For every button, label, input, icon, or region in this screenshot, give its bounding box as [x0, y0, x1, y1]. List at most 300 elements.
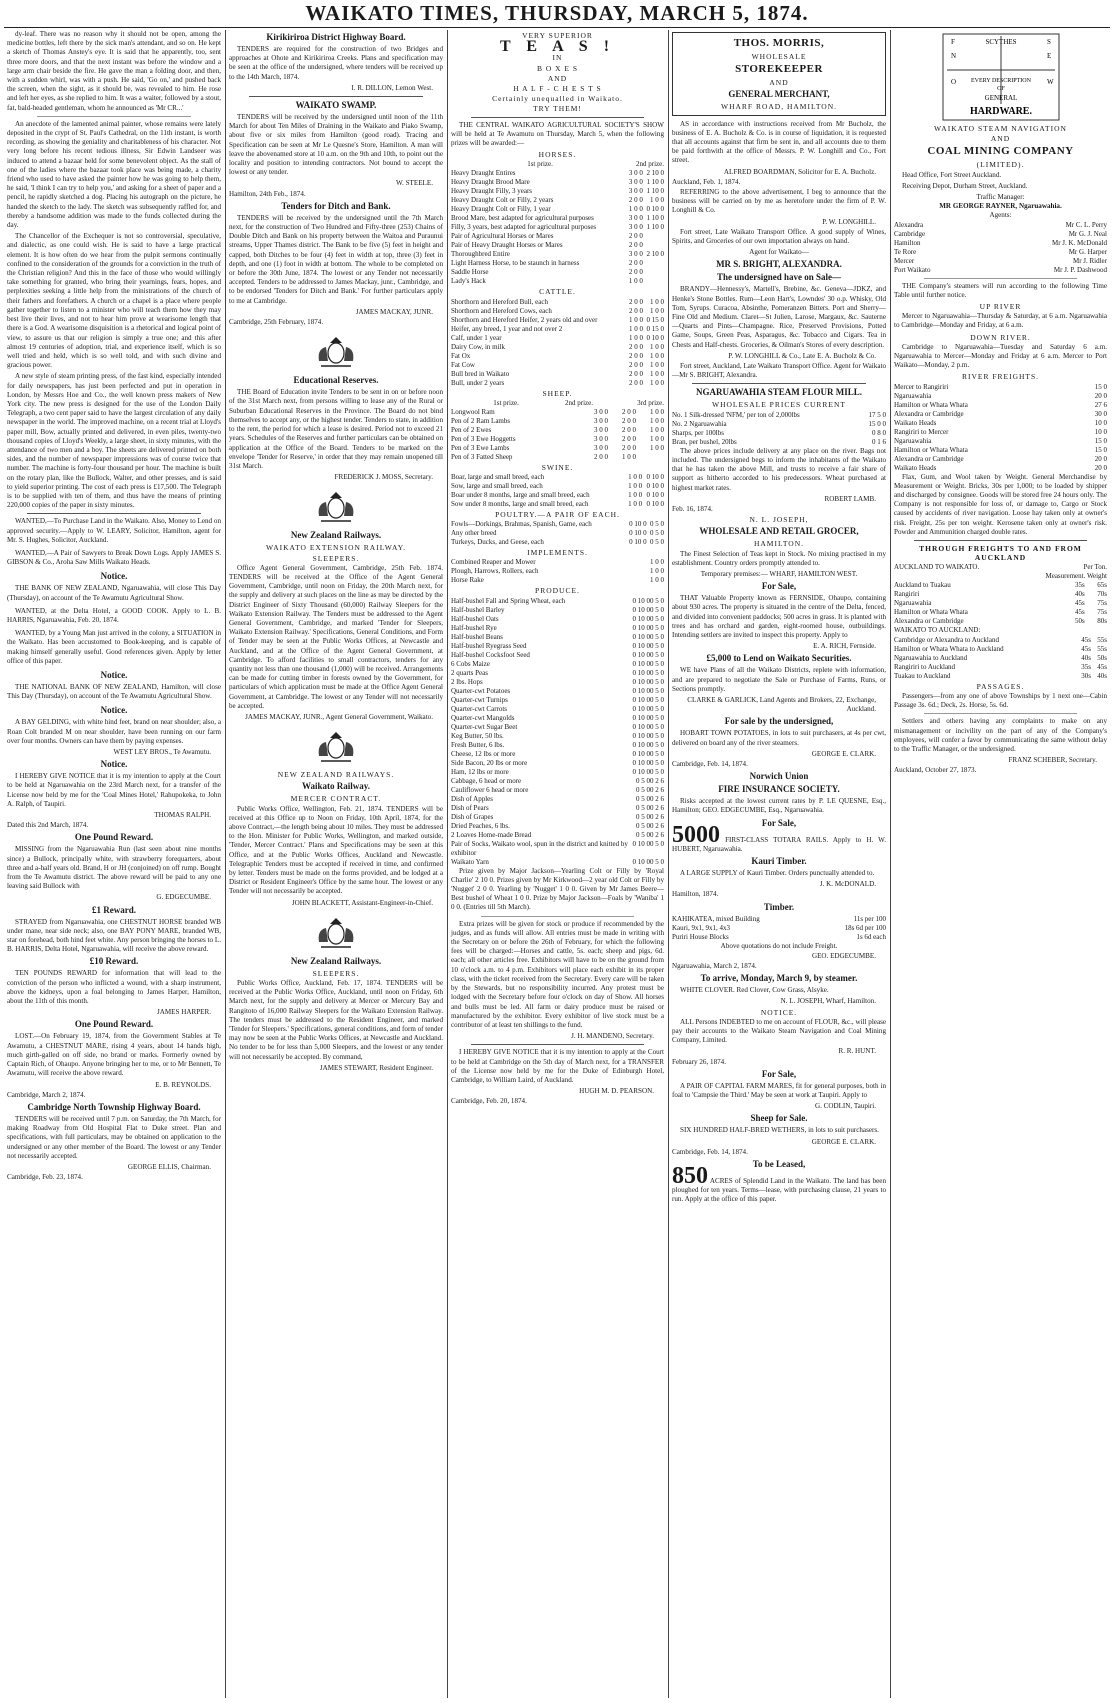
ad-text: MR GEORGE RAYNER, Ngaruawahia. — [939, 202, 1062, 211]
ad-text: Fort street, Auckland, Late Waikato Transport Office. Agent for Waikato—Mr S. BRIGHT, Alexandra. — [672, 362, 886, 380]
row-value: 0 2 6 — [650, 785, 664, 794]
ad-text: THE CENTRAL WAIKATO AGRICULTURAL SOCIETY'S SHOW will be held at Te Awamutu on Thursday, March 5, when the following prizes will be awarded:— — [451, 120, 664, 148]
prize-section-heading: CATTLE. — [539, 287, 576, 297]
row-value: 0 5 0 — [650, 614, 664, 623]
ad-signature: G. CODLIN, Taupiri. — [814, 1102, 876, 1111]
through-table — [894, 581, 1107, 626]
ad-text: Receiving Depot, Durham Street, Auckland. — [902, 181, 1028, 190]
row-value: 0 10 0 — [632, 722, 650, 731]
row-value: 2 0 0 — [629, 360, 644, 369]
row-value: 0 10 0 — [632, 641, 650, 650]
ad-date: Hamilton, 24th Feb., 1874. — [229, 189, 306, 198]
ad-subheading: WHARF ROAD, HAMILTON. — [720, 102, 837, 112]
freight-table — [894, 383, 1107, 473]
ad-signature: GEORGE E. CLARK. — [811, 1137, 876, 1146]
row-label: Half-bushel Cocksfoot Seed — [451, 650, 530, 659]
ad-text: WANTED, by a Young Man just arrived in the colony, a SITUATION in the Waikato. Has been accustomed to Book-keeping, and is capable of making himself generally useful. Good references given. Apply by letter office of this paper. — [7, 629, 221, 665]
row-label: Alexandra or Cambridge — [894, 454, 964, 463]
row-label: Quarter-cwt Potatoes — [451, 686, 511, 695]
prize-row — [451, 705, 664, 714]
ad-subheading: B O X E S — [536, 63, 579, 73]
ad-text: TENDERS will be received until 7 p.m. on Saturday, the 7th March, for making Roadway from Old Hospital Flat to Duke street. Plan and specifications, with full particulars, may be obtained on application to the undersigned or any other member of the Board. The lowest or any Tender not necessarily accepted. — [7, 1114, 221, 1160]
row-value: Mr J. K. McDonald — [1051, 238, 1107, 247]
prize-row — [451, 786, 664, 795]
row-label: Dish of Grapes — [451, 812, 494, 821]
row-value: 0 5 0 — [636, 821, 650, 830]
row-label: Quarter-cwt Sugar Beet — [451, 722, 518, 731]
ad-signature: N. L. JOSEPH, Wharf, Hamilton. — [780, 997, 876, 1006]
row-value: 45s — [1081, 644, 1091, 653]
cross-letter: N — [950, 52, 956, 60]
freight-row — [894, 419, 1107, 428]
freight-row — [894, 608, 1107, 617]
royal-crest-icon — [313, 726, 359, 766]
row-value: 1 0 0 — [650, 351, 664, 360]
freight-row — [894, 401, 1107, 410]
ad-text: REFERRING to the above advertisement, I beg to announce that the business will be carried on by me as heretofore under the firm of P. W. Longhill & Co. — [672, 188, 886, 215]
ad-text: THAT Valuable Property known as FERNSIDE, Ohaupo, containing about 930 acres. The property is situated in the centre of the Delta, fenced, and divided into convenient paddocks; 500 acres in grass. It is planted with trees and has orchard and garden, eight-roomed house, outbuildings. Intending settlers are invited to inspect this property. Apply to — [672, 594, 886, 639]
row-label: Heifer, any breed, 1 year and not over 2 — [451, 324, 563, 333]
row-label: Shorthorn and Hereford Cows, each — [451, 306, 552, 315]
row-label: Quarter-cwt Carrots — [451, 704, 508, 713]
ad-date: Dated this 2nd March, 1874. — [7, 821, 89, 830]
ad-text: Traffic Manager: — [976, 193, 1025, 202]
row-value: 0 10 0 — [646, 482, 664, 491]
row-label: Side Bacon, 20 lbs or more — [451, 758, 528, 767]
row-value: 2 0 0 — [628, 232, 643, 241]
ad-signature: JAMES MACKAY, JUNR. — [355, 307, 433, 316]
ad-date: Cambridge, March 2, 1874. — [7, 1090, 86, 1099]
ad-heading: Kirikiriroa District Highway Board. — [266, 32, 406, 42]
row-label: Cabbage, 6 head or more — [451, 776, 522, 785]
ad-signature: GEO. EDGECUMBE. — [811, 951, 876, 960]
ad-date: Auckland, Feb. 1, 1874. — [672, 177, 741, 186]
row-value: 0 5 0 — [650, 767, 664, 776]
prize-row — [451, 334, 664, 343]
row-value: 0 2 6 — [650, 830, 664, 839]
ad-date: Hamilton, 1874. — [672, 890, 719, 899]
row-value: 0 10 0 — [632, 659, 650, 668]
ad-subheading: AND — [769, 78, 789, 88]
row-value: 0 5 0 — [636, 803, 650, 812]
prize-row — [451, 444, 664, 453]
row-label: Tuakau to Auckland — [894, 671, 951, 680]
ad-signature: WEST LEY BROS., Te Awamutu. — [113, 748, 211, 757]
row-value: 50s — [1097, 653, 1107, 662]
prize-row — [451, 178, 664, 187]
prize-section-heading: POULTRY.—A PAIR OF EACH. — [495, 510, 620, 520]
row-value: 1 0 0 — [650, 425, 664, 434]
row-value: 0 5 0 — [650, 605, 664, 614]
ad-heading: Notice. — [100, 759, 128, 770]
row-value: 0 5 0 — [650, 704, 664, 713]
row-label: Alexandra or Cambridge — [894, 409, 964, 418]
ad-subheading: N. L. JOSEPH, — [749, 515, 809, 525]
ad-subheading: VERY SUPERIOR — [522, 31, 593, 40]
ad-text: TENDERS will be received by the undersigned until the 7th March next, for the construction of Two Hundred and Fifty-three (253) Chains of Double Ditch and Bank on his property between the Waitoa and Puraunui streams, Upper Thames district. The Bank to be five (5) feet in height and capped, both Ditches to be four (4) feet in width at top, three (3) feet in depth, and one (1) foot in width at bottom. The whole to be completed on or before the 30th June, 1874. The lowest or any Tender not necessarily accepted. Tenders to be addressed to James Mackay, junr., Cambridge, and to be endorsed 'Tenders for Ditch and Bank.' For further particulars apply to me at Cambridge. — [229, 213, 443, 305]
row-value: 0 10 0 — [632, 713, 650, 722]
row-value: 2 0 0 — [622, 416, 636, 425]
row-value: 1 0 0 — [629, 333, 644, 342]
row-value: 10 0 — [1094, 427, 1107, 436]
row-label: Pair of Heavy Draught Horses or Mares — [451, 241, 563, 250]
agent-row — [894, 257, 1107, 266]
row-label: Half-bushel Rye — [451, 623, 497, 632]
row-value: 0 2 6 — [650, 803, 664, 812]
ad-text: THE NATIONAL BANK OF NEW ZEALAND, Hamilton, will close This Day (Thursday), on account of the Te Awamutu Agricultural Show. — [7, 683, 221, 701]
row-label: Kauri, 9x1, 9x1, 4x3 — [672, 923, 730, 932]
row-value: 45s — [1075, 608, 1085, 617]
prize-row — [451, 669, 664, 678]
row-label: Heavy Draught Brood Mare — [451, 178, 530, 187]
ad-heading: Timber. — [763, 901, 795, 912]
row-value: 2 0 0 — [622, 407, 636, 416]
ad-text: The Finest Selection of Teas kept in Stock. No mixing practised in my establishment. Country orders promptly attended to. — [672, 549, 886, 567]
row-value: 10 0 — [1094, 418, 1107, 427]
prize-row — [451, 538, 664, 547]
row-value: 0 10 0 — [632, 668, 650, 677]
row-value: 35s — [1081, 662, 1091, 671]
prize-table — [451, 520, 664, 547]
ad-text: A LARGE SUPPLY of Kauri Timber. Orders punctually attended to. — [680, 868, 875, 877]
ad-signature: I. R. DILLON, Lemon West. — [351, 83, 433, 92]
row-value: 3 0 0 — [628, 178, 643, 187]
row-value: 0 10 0 — [646, 333, 664, 342]
prize-row — [451, 307, 664, 316]
ad-signature: GEORGE E. CLARK. — [811, 749, 876, 758]
row-label: Fresh Butter, 6 lbs. — [451, 740, 505, 749]
row-value: 0 10 0 — [646, 491, 664, 500]
ad-heading: £10 Reward. — [89, 956, 139, 967]
row-label: Hamilton or Whata Whata — [894, 400, 968, 409]
ad-heading: New Zealand Railways. — [290, 530, 382, 541]
prize-row — [451, 558, 664, 567]
row-label: Half-bushel Barley — [451, 605, 505, 614]
prize-row — [451, 426, 664, 435]
ad-subheading: WAIKATO STEAM NAVIGATION — [934, 124, 1067, 133]
row-label: Dish of Apples — [451, 794, 493, 803]
row-label: 2 lbs. Hops — [451, 677, 483, 686]
row-value: 1s 6d each — [856, 932, 886, 941]
prize-row — [451, 196, 664, 205]
row-value: 1 0 0 — [650, 434, 664, 443]
row-label: Pair of Agricultural Horses or Mares — [451, 232, 554, 241]
row-value: 0 15 0 — [646, 315, 664, 324]
row-value: 1 0 0 — [628, 205, 643, 214]
cross-letter: E — [1046, 52, 1051, 60]
ad-signature: JAMES STEWART, Resident Engineer. — [319, 1063, 433, 1072]
price-row — [672, 924, 886, 933]
prize-row — [451, 651, 664, 660]
ad-text: WANTED,—A Pair of Sawyers to Break Down Logs. Apply JAMES S. GIBSON & Co., Aroha Saw Mills Waikato Heads. — [7, 548, 221, 567]
row-value: 0 5 0 — [650, 538, 664, 547]
row-value: 1 10 0 — [646, 214, 664, 223]
row-value: 0 5 0 — [650, 520, 664, 529]
row-label: Mercer to Rangiriri — [894, 382, 949, 391]
row-value: 3 0 0 — [628, 250, 643, 259]
row-label: Pen of 2 Ram Lambs — [451, 416, 511, 425]
row-value: 45s — [1075, 599, 1085, 608]
freight-row — [894, 581, 1107, 590]
row-label: Half-bushel Ryegrass Seed — [451, 641, 527, 650]
ad-subheading: SLEEPERS. — [312, 553, 360, 563]
row-value: 1 0 0 — [649, 567, 664, 576]
ad-subheading: WAIKATO TO AUCKLAND: — [894, 626, 981, 635]
ad-text: THE Company's steamers will run according to the following Time Table until further notice. — [894, 281, 1107, 299]
ad-heading: Waikato Railway. — [301, 781, 370, 792]
ad-signature: W. STEELE. — [396, 179, 433, 188]
ad-heading: To arrive, Monday, March 9, by steamer. — [700, 973, 858, 984]
row-label: Ngaruawahia — [894, 391, 932, 400]
row-value: 18s 6d per 100 — [844, 923, 886, 932]
ad-text: Temporary premises:— WHARF, HAMILTON WEST. — [700, 569, 858, 578]
ad-text: I HEREBY GIVE NOTICE that it is my intention to apply at the Court to be held at Ngaruawahia on the 23rd March next, for a transfer of the License now held by me for the 'Coal Mines Hotel,' Rahupokeka, to John A. Ralph, of Taupiri. — [7, 772, 221, 808]
row-label: Waikato Yarn — [451, 857, 489, 866]
row-label: Pen of 3 Ewe Hoggetts — [451, 434, 516, 443]
row-value: 55s — [1097, 635, 1107, 644]
ad-heading: THOS. MORRIS, — [733, 37, 825, 49]
row-value: 17 5 0 — [868, 410, 886, 419]
ad-subheading: HAMILTON. — [753, 539, 805, 549]
row-value: 75s — [1097, 608, 1107, 617]
row-value: 0 5 0 — [636, 794, 650, 803]
ad-text: 5000 FIRST-CLASS TOTARA RAILS. Apply to H. W. HUBERT, Ngaruawahia. — [672, 821, 886, 853]
masthead-rule — [4, 27, 1110, 28]
price-row — [672, 915, 886, 924]
agent-row — [894, 248, 1107, 257]
row-label: Half-bushel Fall and Spring Wheat, each — [451, 596, 566, 605]
row-label: Turkeys, Ducks, and Geese, each — [451, 538, 544, 547]
row-label: Boar, large and small breed, each — [451, 473, 545, 482]
through-header: AUCKLAND TO WAIKATO. Per Ton. Measurement. Weight — [894, 563, 1107, 581]
prize-row — [451, 379, 664, 388]
row-value: 1 0 0 — [650, 369, 664, 378]
ad-date: Cambridge, Feb. 14, 1874. — [672, 1147, 748, 1156]
row-label: KAHIKATEA, mixed Building — [672, 914, 760, 923]
ad-text: Flax, Gum, and Wool taken by Weight. General Merchandise by Measurement or Weight. Bricks, 30s per 1,000; to be loaded by shipper and discharged by consignee. Goods will be stored free 24 hours only. The Company is not responsible for loss of, or damage to, Cargo or Stock caused by accidents of river navigation. Loose hay taken only at owner's risk. Freight, 25s per ton weight. Kerosene taken only at owner's risk. Powder and Ammunition charged double rates. — [894, 472, 1107, 536]
row-value — [643, 232, 664, 241]
row-value: 0 5 0 — [650, 722, 664, 731]
masthead: WAIKATO TIMES, THURSDAY, MARCH 5, 1874. — [305, 1, 809, 25]
row-value: 3 0 0 — [628, 214, 643, 223]
ad-heading: Sheep for Sale. — [750, 1113, 808, 1124]
prize-row — [451, 223, 664, 232]
prize-row — [451, 660, 664, 669]
prize-row — [451, 352, 664, 361]
row-label: Cauliflower 6 head or more — [451, 785, 529, 794]
prize-row — [451, 491, 664, 500]
row-label: Dish of Pears — [451, 803, 489, 812]
ad-heading: Notice. — [100, 705, 128, 716]
ad-text: Passengers—from any one of above Townships by 1 next one—Cabin Passage 3s. 6d.; Deck, 2s. Horse, 5s. 6d. — [894, 691, 1107, 710]
prize-row — [451, 325, 664, 334]
prize-row — [451, 831, 664, 840]
row-value: 40s — [1097, 671, 1107, 680]
agent-row — [894, 230, 1107, 239]
prize-section-heading: IMPLEMENTS. — [527, 548, 588, 558]
row-value: 3 0 0 — [628, 187, 643, 196]
prize-row — [451, 205, 664, 214]
row-value: 0 5 0 — [650, 668, 664, 677]
row-label: 6 Cobs Maize — [451, 659, 490, 668]
prize-row — [451, 435, 664, 444]
freight-row — [894, 617, 1107, 626]
row-value: 0 5 0 — [650, 677, 664, 686]
row-value: 1 0 0 — [629, 324, 644, 333]
row-value: 2 0 0 — [628, 268, 643, 277]
ad-date: Cambridge, 25th February, 1874. — [229, 318, 324, 327]
row-label: Pair of Socks, Waikato wool, spun in the district and knitted by exhibitor — [451, 839, 628, 857]
ad-heading: One Pound Reward. — [74, 832, 154, 843]
row-label: Combined Reaper and Mower — [451, 558, 536, 567]
row-label: Waikato Heads — [894, 418, 937, 427]
ad-heading: To be Leased, — [752, 1159, 806, 1170]
row-value: 0 2 6 — [650, 821, 664, 830]
ad-text: 850 ACRES of Splendid Land in the Waikato. The land has been ploughed for ten years. Terms—lease, with purchasing clause, 21 years to run. Apply at the office of this paper. — [672, 1163, 886, 1204]
prize-row — [451, 840, 664, 858]
row-value: 15 0 — [1094, 445, 1107, 454]
row-value: 1 0 0 — [650, 196, 664, 205]
row-label: Rangiriri to Auckland — [894, 662, 956, 671]
ad-text: AS in accordance with instructions received from Mr Bucholz, the business of E. A. Bucholz & Co. is in course of liquidation, it is requested that all accounts against that firm be sent in, and all accounts due to them be paid forthwith at the office of Messrs. P. W. Longhill and Co., Fort street. — [672, 119, 886, 165]
row-value: 0 5 0 — [650, 731, 664, 740]
column-1 — [4, 30, 224, 1698]
row-value: 0 10 0 — [646, 205, 664, 214]
ad-subheading: (LIMITED). — [976, 160, 1025, 170]
row-value: 45s — [1097, 662, 1107, 671]
ad-text: Agent for Waikato— — [749, 248, 809, 257]
row-value: 1 10 0 — [646, 187, 664, 196]
row-value: Mr J. P. Dashwood — [1053, 265, 1107, 274]
prize-row — [451, 417, 664, 426]
row-label: Heavy Draught Colt or Filly, 2 years — [451, 196, 554, 205]
prize-row — [451, 741, 664, 750]
row-label: Quarter-cwt Mangolds — [451, 713, 515, 722]
prize-row — [451, 500, 664, 509]
prize-row — [451, 714, 664, 723]
freight-row — [894, 645, 1107, 654]
freight-row — [894, 410, 1107, 419]
row-value: 2 0 0 — [629, 342, 644, 351]
ad-subheading: AND — [547, 73, 568, 83]
prize-row — [451, 732, 664, 741]
freight-row — [894, 437, 1107, 446]
row-label: Bull bred in Waikato — [451, 369, 510, 378]
column-2 — [226, 30, 446, 1698]
row-label: Light Harness Horse, to be staunch in harness — [451, 259, 580, 268]
row-value: 40s — [1081, 653, 1091, 662]
cross-label: EVERY DESCRIPTION — [970, 78, 1031, 84]
freight-row — [894, 455, 1107, 464]
prize-table — [451, 169, 664, 286]
prize-row — [451, 214, 664, 223]
ad-heading: For Sale, — [761, 1068, 797, 1079]
ad-text: WANTED, at the Delta Hotel, a GOOD COOK. Apply to L. B. HARRIS, Ngaruawahia, Feb. 20, 1874. — [7, 606, 221, 624]
price-row — [672, 933, 886, 942]
ad-signature: GEORGE ELLIS, Chairman. — [127, 1162, 211, 1171]
row-value: 0 10 0 — [632, 704, 650, 713]
ad-text: Risks accepted at the lowest current rates by P. LE QUESNE, Esq., Hamilton; GEO. EDGECUMBE, Esq., Ngaruawahia. — [672, 797, 886, 815]
row-label: Brood Mare, best adapted for agricultural purposes — [451, 214, 594, 223]
row-label: Boar under 8 months, large and small breed, each — [451, 491, 590, 500]
ad-subheading: UP RIVER — [979, 302, 1022, 312]
morris-advert — [672, 32, 886, 116]
lease-acres: 850 — [672, 1163, 708, 1190]
row-value: 2 0 0 — [628, 241, 643, 250]
ad-text: A BAY GELDING, with white hind feet, brand on near shoulder; also, a Roan Colt branded M on near shoulder, have been running on our farm over four months. Owners can have them by paying expenses. — [7, 718, 221, 745]
row-label: Alexandra — [894, 220, 924, 229]
row-value: 30 0 — [1094, 409, 1107, 418]
rails-count: 5000 — [672, 821, 720, 848]
ad-heading: COAL MINING COMPANY — [927, 145, 1074, 158]
row-value: 0 10 0 — [632, 596, 650, 605]
row-value: 1 0 0 — [628, 473, 643, 482]
cross-label: OF — [996, 86, 1005, 92]
ad-signature: J. K. McDONALD. — [819, 880, 876, 889]
ad-signature: ROBERT LAMB. — [824, 494, 876, 503]
row-label: Auckland to Tuakau — [894, 581, 951, 590]
row-value: 0 10 0 — [646, 500, 664, 509]
row-value: 2 0 0 — [629, 351, 644, 360]
row-value: 1 0 0 — [650, 416, 664, 425]
prize-row — [451, 597, 664, 606]
row-label: Waikato Heads — [894, 463, 937, 472]
ad-subheading: TRY THEM! — [533, 104, 582, 114]
row-label: Ham, 12 lbs or more — [451, 767, 509, 776]
prize-row — [451, 316, 664, 325]
row-value: Mr G. J. Neal — [1068, 229, 1107, 238]
row-value: 1 0 0 — [650, 306, 664, 315]
royal-crest-icon — [313, 912, 359, 952]
ad-heading: WAIKATO SWAMP. — [295, 100, 377, 111]
prize-row — [451, 567, 664, 576]
prize-row — [451, 696, 664, 705]
prize-section-heading: SWINE. — [541, 462, 574, 472]
row-label: Pen of 3 Fatted Sheep — [451, 452, 513, 461]
row-value: 0 10 0 — [632, 605, 650, 614]
row-value: 0 5 0 — [650, 641, 664, 650]
row-value — [643, 268, 664, 277]
row-value: Mr J. Ridler — [1072, 256, 1107, 265]
prize-row — [451, 232, 664, 241]
prize-row — [451, 624, 664, 633]
cross-letter: F — [950, 38, 955, 46]
ad-heading: One Pound Reward. — [74, 1019, 154, 1030]
prize-table — [451, 298, 664, 388]
ad-heading: New Zealand Railways. — [290, 955, 382, 966]
ad-text: Settlers and others having any complaints to make on any mismanagement or incivility on the part of any of the Company's employees, will confer a favor by communicating the same without delay to the Traffic Manager, or the undersigned. — [894, 717, 1107, 753]
prize-row — [451, 298, 664, 307]
ad-date: Cambridge, Feb. 14, 1874. — [672, 759, 748, 768]
row-value: 2 0 0 — [629, 378, 644, 387]
ad-heading: The undersigned have on Sale— — [716, 272, 842, 283]
price-table — [672, 411, 886, 447]
row-value: 0 5 0 — [650, 713, 664, 722]
row-label: Shorthorn and Hereford Heifer, 2 years old and over — [451, 315, 598, 324]
cross-letter: O — [950, 78, 956, 86]
story-text: A new style of steam printing press, of the fast kind, especially intended for daily newspapers, has just been perfected and put in operation in London, by Messrs Hoe and Co., the well known press makers of New York city. The new press is designed for the use of the London Daily Telegraph, a two cent paper said to have the largest circulation of any daily newspaper in the world. The improved machine, on a recent trial at Lloyd's paper mill, Bow, actually printed and delivered, in even piles, twenty-two thousand copies of Lloyd's Weekly, a large sheet, in sixty minutes, with the attendance of two men and a boy. The sheets are delivered printed on both sides, and the number of newspaper impressions was of course twice that number. The machine is forty-four thousand per hour. The machine is built on the rotary plan, like the Bullock, Walter, and other presses, and is said to yield superior printing. The cost of each press is £17,500. The Telegraph is to be supplied with ten of them, and thus have the means of printing 220,000 copies of the paper in sixty minutes. — [7, 372, 221, 510]
ad-text: SIX HUNDRED HALF-BRED WETHERS, in lots to suit purchasers. — [680, 1126, 879, 1135]
row-value: 0 5 0 — [636, 830, 650, 839]
ad-subheading: PASSAGES. — [976, 681, 1025, 691]
row-value: 0 2 6 — [650, 776, 664, 785]
row-value: 2 0 0 — [594, 452, 609, 461]
row-value: 35s — [1075, 581, 1085, 590]
row-value: 3 0 0 — [628, 169, 643, 178]
row-value: 3 0 0 — [594, 416, 609, 425]
row-value: 3 0 0 — [594, 443, 609, 452]
ad-heading: WHOLESALE AND RETAIL GROCER, — [699, 526, 859, 537]
